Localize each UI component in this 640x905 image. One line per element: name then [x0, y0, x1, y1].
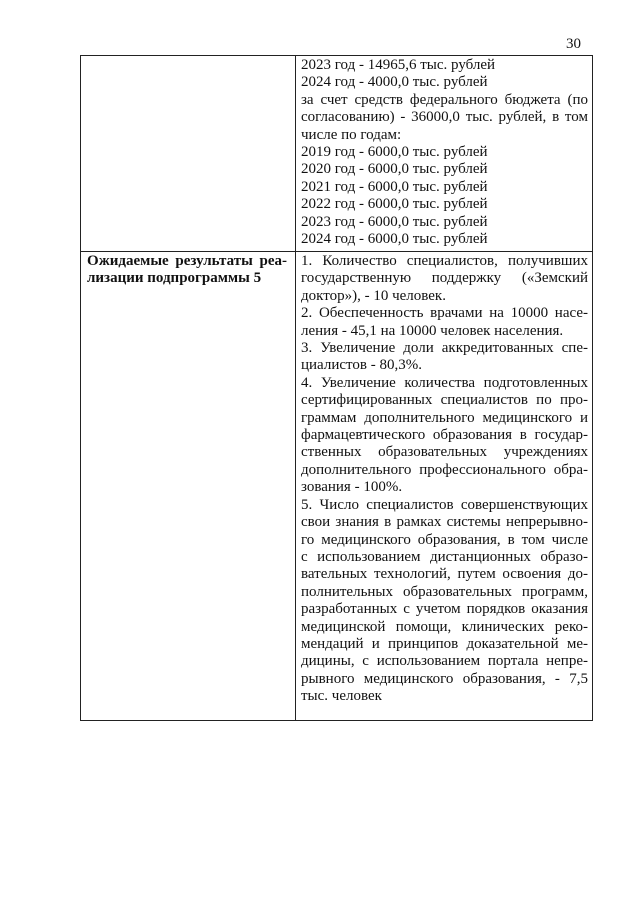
- funding-line: 2023 год - 14965,6 тыс. рублей: [301, 57, 496, 73]
- result-line: 1. Количество специалистов, получивших: [301, 253, 588, 269]
- result-line: разработанных с учетом порядков оказания: [301, 601, 588, 618]
- result-line: сертифицированных специалистов по про-: [301, 392, 588, 409]
- result-line: тыс. человек: [301, 688, 382, 705]
- result-line: 3. Увеличение доли аккредитованных спе-: [301, 340, 588, 357]
- result-line: 4. Увеличение количества подготовленных: [301, 374, 588, 391]
- result-line: ственных образовательных учреждениях: [301, 444, 588, 461]
- result-line: с использованием дистанционных образо-: [301, 548, 588, 565]
- subprogram-passport-table: [80, 55, 593, 721]
- funding-line: 2023 год - 6000,0 тыс. рублей: [301, 213, 488, 230]
- funding-line: 2021 год - 6000,0 тыс. рублей: [301, 178, 488, 195]
- results-label-cell: [87, 253, 287, 288]
- result-line: 2. Обеспеченность врачами на 10000 насе-: [301, 305, 588, 322]
- result-line: доктор»), - 10 человек.: [301, 287, 446, 304]
- funding-line: 2020 год - 6000,0 тыс. рублей: [301, 161, 488, 178]
- funding-line: 2024 год - 4000,0 тыс. рублей: [301, 74, 488, 91]
- result-line: фармацевтического образования в государ-: [301, 427, 588, 444]
- funding-line: 2024 год - 6000,0 тыс. рублей: [301, 231, 488, 248]
- results-cell: [301, 253, 588, 706]
- funding-line: согласованию) - 36000,0 тыс. рублей, в том: [301, 109, 588, 126]
- row-divider: [81, 251, 592, 252]
- results-label-line: Ожидаемые результаты реа-: [87, 253, 287, 269]
- result-line: государственную поддержку («Земский: [301, 270, 588, 287]
- page-number: 30: [566, 36, 581, 52]
- funding-line: за счет средств федерального бюджета (по: [301, 91, 588, 108]
- result-line: зования - 100%.: [301, 479, 403, 496]
- result-line: го медицинского образования, в том числе: [301, 531, 588, 548]
- result-line: вательных технологий, путем освоения до-: [301, 566, 588, 583]
- funding-line: числе по годам:: [301, 126, 402, 143]
- result-line: медицинской помощи, клинических реко-: [301, 618, 588, 635]
- result-line: рывного медицинского образования, - 7,5: [301, 670, 588, 687]
- results-label-line: лизации подпрограммы 5: [87, 270, 262, 287]
- column-divider: [295, 56, 296, 720]
- result-line: ления - 45,1 на 10000 человек населения.: [301, 322, 564, 339]
- funding-cell: [301, 57, 588, 248]
- result-line: 5. Число специалистов совершенствующих: [301, 496, 588, 513]
- funding-line: 2019 год - 6000,0 тыс. рублей: [301, 144, 488, 161]
- result-line: свои знания в рамках системы непрерывно-: [301, 514, 588, 531]
- result-line: дицины, с использованием портала непре-: [301, 653, 588, 670]
- result-line: полнительных образовательных программ,: [301, 583, 588, 600]
- result-line: дополнительного профессионального обра-: [301, 461, 588, 478]
- result-line: циалистов - 80,3%.: [301, 357, 422, 374]
- result-line: мендаций и принципов доказательной ме-: [301, 635, 588, 652]
- funding-line: 2022 год - 6000,0 тыс. рублей: [301, 196, 488, 213]
- result-line: граммам дополнительного медицинского и: [301, 409, 588, 426]
